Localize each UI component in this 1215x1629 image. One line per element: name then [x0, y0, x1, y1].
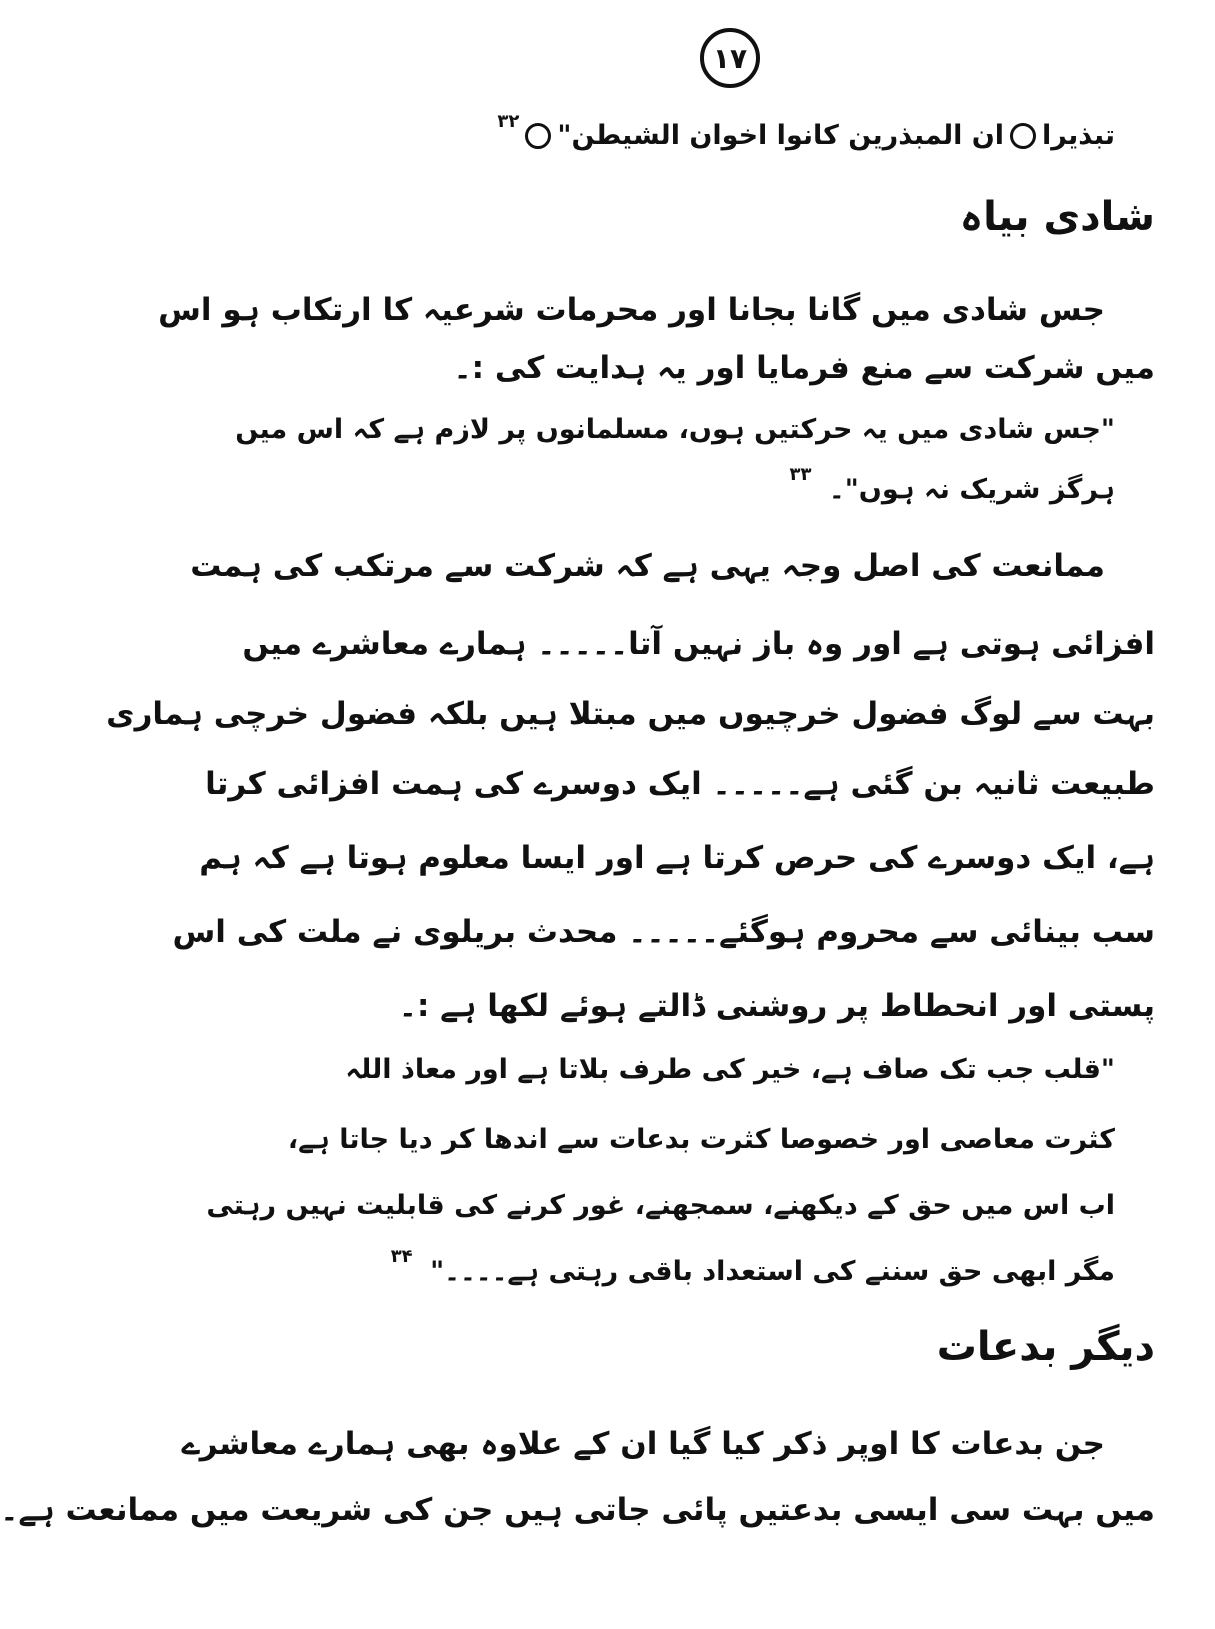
verse-text: ان المبذرین کانوا اخوان الشیطن" — [557, 120, 1005, 151]
paragraph-line: بہت سے لوگ فضول خرچیوں میں مبتلا ہیں بلکہ فضول خرچی ہماری — [106, 696, 1155, 732]
quote-line: اب اس میں حق کے دیکھنے، سمجھنے، غور کرنے کی قابلیت نہیں رہتی — [206, 1190, 1115, 1221]
footnote-ref: ۳۴ — [390, 1246, 413, 1267]
page-number-text: ۱۷ — [712, 41, 748, 75]
section-heading-other-innovations: دیگر بدعات — [936, 1324, 1155, 1370]
quote-line: "قلب جب تک صاف ہے، خیر کی طرف بلاتا ہے اور معاذ اللہ — [345, 1054, 1115, 1085]
paragraph-line: ہے، ایک دوسرے کی حرص کرتا ہے اور ایسا معلوم ہوتا ہے کہ ہم — [199, 840, 1155, 876]
verse-marker-icon — [1010, 123, 1036, 149]
footnote-ref: ۳۲ — [497, 111, 520, 132]
paragraph-line: جس شادی میں گانا بجانا اور محرمات شرعیہ کا ارتکاب ہو اس — [158, 292, 1105, 328]
verse-marker-icon — [525, 123, 551, 149]
footnote-ref: ۳۳ — [789, 464, 812, 485]
quote-line: "جس شادی میں یہ حرکتیں ہوں، مسلمانوں پر لازم ہے کہ اس میں — [235, 414, 1115, 445]
paragraph-line: میں شرکت سے منع فرمایا اور یہ ہدایت کی :۔ — [453, 350, 1155, 386]
paragraph-line: پستی اور انحطاط پر روشنی ڈالتے ہوئے لکھا ہے :۔ — [398, 988, 1155, 1024]
quote-line: کثرت معاصی اور خصوصا کثرت بدعات سے اندھا کر دیا جاتا ہے، — [287, 1124, 1115, 1155]
quote-text: مگر ابھی حق سننے کی استعداد باقی رہتی ہے۔۔۔۔" — [430, 1256, 1115, 1287]
quran-verse-line — [255, 112, 1215, 160]
verse-word: تبذیرا — [1042, 120, 1115, 151]
quote-text: ہرگز شریک نہ ہوں"۔ — [828, 474, 1115, 505]
paragraph-line: میں بہت سی ایسی بدعتیں پائی جاتی ہیں جن کی شریعت میں ممانعت ہے۔ — [0, 1492, 1155, 1528]
section-heading-marriage: شادی بیاہ — [959, 194, 1155, 240]
paragraph-line: طبیعت ثانیہ بن گئی ہے۔۔۔۔۔ ایک دوسرے کی ہمت افزائی کرتا — [205, 766, 1155, 802]
quote-line-last — [255, 1246, 1215, 1298]
paragraph-line: جن بدعات کا اوپر ذکر کیا گیا ان کے علاوہ بھی ہمارے معاشرے — [181, 1426, 1105, 1462]
paragraph-line: افزائی ہوتی ہے اور وہ باز نہیں آتا۔۔۔۔۔ ہمارے معاشرے میں — [242, 626, 1155, 662]
page-number — [700, 28, 760, 88]
quote-line-last — [255, 464, 1215, 516]
paragraph-line: ممانعت کی اصل وجہ یہی ہے کہ شرکت سے مرتکب کی ہمت — [190, 548, 1105, 584]
paragraph-line: سب بینائی سے محروم ہوگئے۔۔۔۔۔ محدث بریلوی نے ملت کی اس — [172, 914, 1155, 950]
